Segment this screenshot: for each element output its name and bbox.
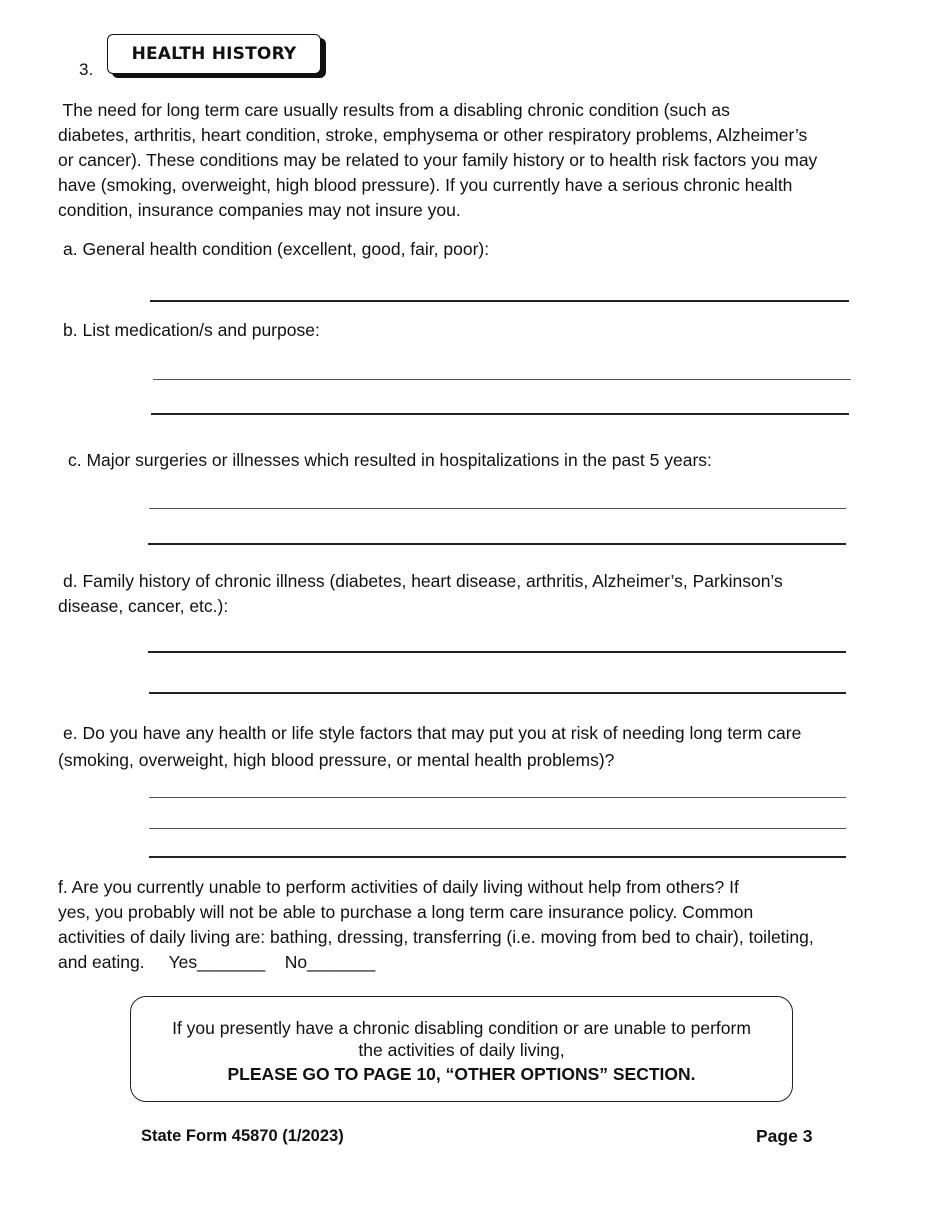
answer-line-e-3[interactable] [149, 856, 846, 858]
question-c: c. Major surgeries or illnesses which resulted in hospitalizations in the past 5 years: [68, 450, 712, 470]
callout-instruction: PLEASE GO TO PAGE 10, “OTHER OPTIONS” SECTION. [227, 1064, 696, 1084]
question-f-line: f. Are you currently unable to perform activities of daily living without help from others? If [58, 877, 739, 897]
answer-line-b-1[interactable] [153, 379, 851, 380]
question-f-line[interactable]: and eating. Yes_______ No_______ [58, 952, 376, 972]
question-f-line: yes, you probably will not be able to purchase a long term care insurance policy. Common [58, 902, 754, 922]
intro-line: have (smoking, overweight, high blood pressure). If you currently have a serious chronic health [58, 175, 793, 195]
answer-line-c-2[interactable] [148, 543, 846, 545]
question-b: b. List medication/s and purpose: [63, 320, 320, 340]
answer-line-e-2[interactable] [149, 828, 846, 829]
intro-paragraph [58, 98, 817, 223]
section-title-box [107, 34, 321, 74]
page-number: Page 3 [756, 1126, 813, 1146]
answer-line-d-1[interactable] [148, 651, 846, 653]
callout-box [130, 996, 793, 1102]
intro-line: condition, insurance companies may not insure you. [58, 200, 461, 220]
intro-line: or cancer). These conditions may be related to your family history or to health risk factors you may [58, 150, 818, 170]
answer-line-a-1[interactable] [150, 300, 849, 302]
question-f-line: activities of daily living are: bathing, dressing, transferring (i.e. moving from bed to chair), toileting, [58, 927, 814, 947]
intro-line: diabetes, arthritis, heart condition, stroke, emphysema or other respiratory problems, Alzheimer’s [58, 125, 808, 145]
callout-line-2: the activities of daily living, [358, 1040, 565, 1060]
question-d [58, 569, 783, 619]
section-number: 3. [79, 60, 94, 79]
question-e [58, 720, 801, 774]
section-title: HEALTH HISTORY [131, 44, 297, 64]
form-id: State Form 45870 (1/2023) [141, 1127, 344, 1145]
question-e-line: e. Do you have any health or life style factors that may put you at risk of needing long term care [63, 723, 802, 743]
answer-line-e-1[interactable] [149, 797, 846, 798]
intro-line: The need for long term care usually results from a disabling chronic condition (such as [58, 100, 730, 120]
question-f [58, 875, 814, 975]
callout-line-1: If you presently have a chronic disabling condition or are unable to perform [172, 1018, 751, 1038]
question-e-line: (smoking, overweight, high blood pressure, or mental health problems)? [58, 750, 615, 770]
answer-line-b-2[interactable] [151, 413, 849, 415]
answer-line-c-1[interactable] [149, 508, 846, 509]
question-d-line: disease, cancer, etc.): [58, 596, 229, 616]
question-a: a. General health condition (excellent, good, fair, poor): [63, 239, 490, 259]
answer-line-d-2[interactable] [149, 692, 846, 694]
question-d-line: d. Family history of chronic illness (diabetes, heart disease, arthritis, Alzheimer’s, Parkinson’s [63, 571, 783, 591]
